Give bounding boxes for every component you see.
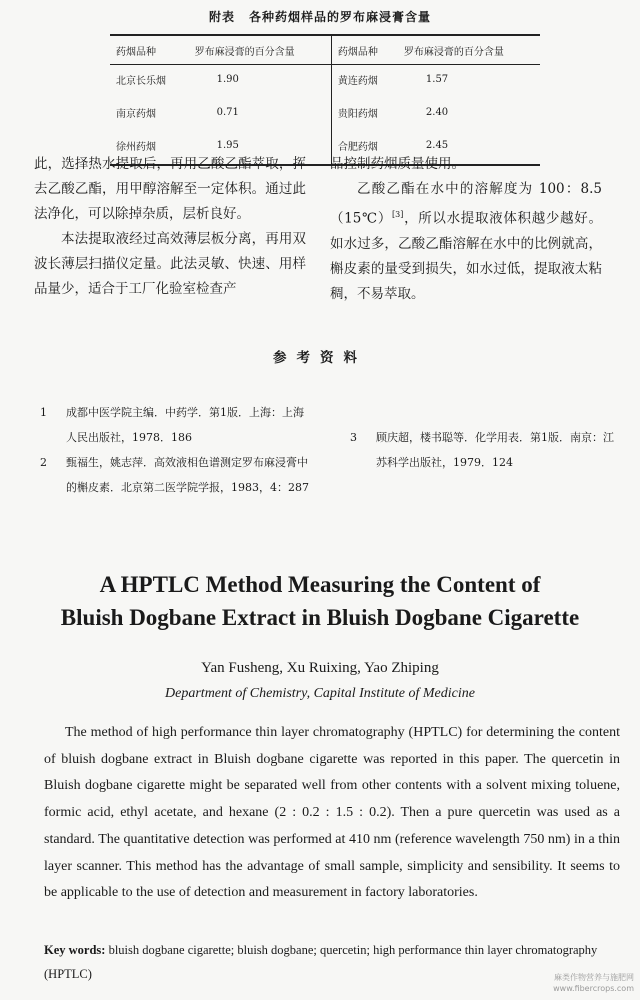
body-text: 乙酸乙酯在水中的溶解度为 100：8.5（15℃） (330, 181, 602, 227)
body-column-right (330, 152, 602, 307)
body-column-left (34, 152, 306, 302)
table-cell: 2.45 (398, 131, 540, 165)
body-text: ，所以水提取液体积越少越好。如水过多，乙酸乙酯溶解在水中的比例就高，槲皮素的量受到损失，如水过低，提取液太粘稠，不易萃取。 (330, 210, 602, 302)
keywords (44, 938, 620, 986)
body-paragraph: 品控制药烟质量使用。 (330, 156, 465, 172)
references-heading: 参考资料 (273, 350, 367, 366)
table-row (110, 65, 540, 99)
references-column-right (350, 400, 620, 475)
reference-number: 2 (40, 456, 47, 469)
table-cell: 1.57 (425, 74, 449, 85)
watermark-line: 麻类作物营养与施肥网 (554, 973, 634, 982)
table-row (110, 98, 540, 131)
keywords-text: bluish dogbane cigarette; bluish dogbane; quercetin; high performance thin layer chromatography (HPTLC) (44, 943, 598, 981)
english-title-line: Bluish Dogbane Extract in Bluish Dogbane Cigarette (60, 605, 580, 630)
table-cell: 1.90 (189, 65, 332, 99)
table-cell: 北京长乐烟 (116, 76, 166, 87)
table-title: 各种药烟样品的罗布麻浸膏含量 (249, 10, 432, 24)
abstract: The method of high performance thin layer chromatography (HPTLC) for determining the content of bluish dogbane extract in Bluish dogbane cigarette was reported in this paper. The quercetin in Bluish dogbane cigarette might be separated well from other contents with a solvent mixing toluene, formic acid, ethyl acetate, and hexane (2 : 0.2 : 1.5 : 0.2). Then a pure quercetin was used as a standard. The quantitative detection was performed at 410 nm (reference wavelength 750 nm) in a thin layer scanner. This method has the advantage of small sample, simplicity and sensibility. It seems to be applicable to the use of detection and measurement in factory laboratories. (44, 725, 620, 901)
table-cell: 贵阳药烟 (337, 109, 378, 120)
reference-item (40, 400, 310, 450)
citation-marker: [3] (392, 210, 404, 219)
reference-item (350, 425, 620, 475)
table-caption (0, 8, 640, 25)
table-cell: 合肥药烟 (331, 131, 398, 165)
table-header-cell: 药烟品种 (110, 35, 189, 65)
table-cell: 0.71 (189, 98, 332, 131)
content-table (110, 34, 540, 166)
english-title (0, 568, 640, 634)
table-header-row (110, 35, 540, 65)
table-cell: 黄连药烟 (337, 76, 378, 87)
author-list: Yan Fusheng, Xu Ruixing, Yao Zhiping (201, 660, 439, 676)
keywords-label: Key words: (44, 943, 106, 957)
reference-number: 3 (350, 431, 357, 444)
watermark (553, 972, 634, 994)
reference-text: 顾庆超，楼书聪等．化学用表．第1版．南京：江苏科学出版社，1979．124 (376, 431, 614, 469)
body-paragraph: 此，选择热水提取后，再用乙酸乙酯萃取，挥去乙酸乙酯，用甲醇溶解至一定体积。通过此法净化，可以除掉杂质，层析良好。 (34, 156, 306, 222)
body-paragraph (330, 177, 602, 307)
english-title-line: A HPTLC Method Measuring the Content of (99, 572, 541, 597)
affiliation: Department of Chemistry, Capital Institute of Medicine (165, 686, 475, 701)
reference-text: 成都中医学院主编．中药学．第1版．上海：上海人民出版社，1978．186 (66, 406, 304, 444)
table-cell: 2.40 (425, 107, 449, 118)
watermark-line: www.fibercrops.com (553, 984, 634, 993)
reference-text: 甄福生，姚志萍．高效液相色谱测定罗布麻浸膏中的槲皮素．北京第二医学院学报，1983，4：287 (66, 456, 309, 494)
table-label: 附表 (208, 10, 235, 24)
table-cell: 1.95 (189, 131, 332, 165)
table-cell: 南京药烟 (116, 109, 156, 120)
body-paragraph: 本法提取液经过高效薄层板分离，再用双波长薄层扫描仪定量。此法灵敏、快速、用样品量少，适合于工厂化验室检查产 (34, 231, 306, 297)
table-header-cell: 罗布麻浸膏的百分含量 (398, 35, 540, 65)
table-cell: 徐州药烟 (110, 131, 189, 165)
reference-item (40, 450, 310, 500)
table-header-cell: 药烟品种 (331, 35, 398, 65)
reference-number: 1 (40, 406, 47, 419)
table-header-cell: 罗布麻浸膏的百分含量 (189, 35, 332, 65)
references-column-left (40, 400, 310, 500)
